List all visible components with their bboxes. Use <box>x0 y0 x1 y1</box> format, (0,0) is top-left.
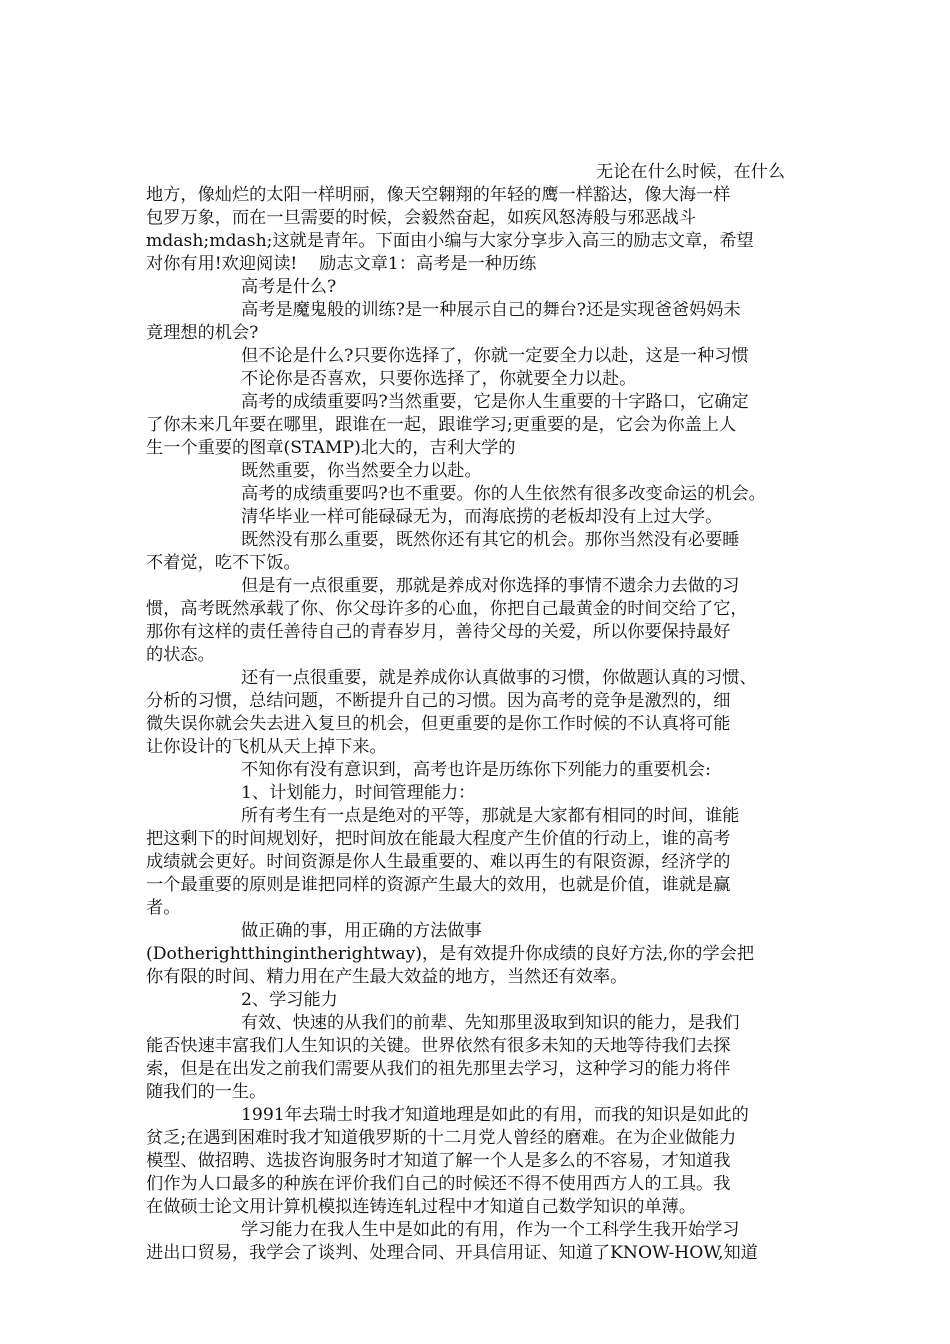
text-line: 微失误你就会失去进入复旦的机会，但更重要的是你工作时候的不认真将可能 <box>146 714 731 734</box>
text-line: 不知你有没有意识到，高考也许是历练你下列能力的重要机会: <box>241 760 711 780</box>
text-line: (Dotherightthingintherightway)，是有效提升你成绩的良好方法,你的学会把 <box>146 944 755 964</box>
text-line: 高考是什么? <box>241 277 337 297</box>
text-line: 者。 <box>146 898 181 918</box>
text-line: 高考的成绩重要吗?当然重要，它是你人生重要的十字路口，它确定 <box>241 392 749 412</box>
text-line: 地方，像灿烂的太阳一样明丽，像天空翱翔的年轻的鹰一样豁达，像大海一样 <box>146 185 731 205</box>
text-line: 随我们的一生。 <box>146 1082 267 1102</box>
text-line: 模型、做招聘、选拔咨询服务时才知道了解一个人是多么的不容易，才知道我 <box>146 1151 731 1171</box>
text-line: 包罗万象，而在一旦需要的时候，会毅然奋起，如疾风怒涛般与邪恶战斗 <box>146 208 697 228</box>
text-line: 既然重要，你当然要全力以赴。 <box>241 461 482 481</box>
text-line: 不着觉，吃不下饭。 <box>146 553 301 573</box>
article-body <box>146 161 846 1265</box>
text-line: 做正确的事，用正确的方法做事 <box>241 921 482 941</box>
text-line: 成绩就会更好。时间资源是你人生最重要的、难以再生的有限资源，经济学的 <box>146 852 731 872</box>
text-line: 无论在什么时候，在什么 <box>596 162 786 182</box>
text-line: 所有考生有一点是绝对的平等，那就是大家都有相同的时间，谁能 <box>241 806 740 826</box>
text-line: 那你有这样的责任善待自己的青春岁月，善待父母的关爱，所以你要保持最好 <box>146 622 731 642</box>
text-line: 学习能力在我人生中是如此的有用，作为一个工科学生我开始学习 <box>241 1220 740 1240</box>
text-line: 1、计划能力，时间管理能力： <box>241 783 476 803</box>
text-line: 在做硕士论文用计算机模拟连铸连轧过程中才知道自己数学知识的单薄。 <box>146 1197 697 1217</box>
text-line: 不论你是否喜欢，只要你选择了，你就要全力以赴。 <box>241 369 637 389</box>
text-line: 把这剩下的时间规划好，把时间放在能最大程度产生价值的行动上，谁的高考 <box>146 829 731 849</box>
text-line: 但不论是什么?只要你选择了，你就一定要全力以赴，这是一种习惯 <box>241 346 749 366</box>
text-line: mdash;mdash;这就是青年。下面由小编与大家分享步入高三的励志文章，希望 <box>146 231 754 251</box>
text-line: 贫乏;在遇到困难时我才知道俄罗斯的十二月党人曾经的磨难。在为企业做能力 <box>146 1128 737 1148</box>
text-line: 高考的成绩重要吗?也不重要。你的人生依然有很多改变命运的机会。 <box>241 484 766 504</box>
text-line: 了你未来几年要在哪里，跟谁在一起，跟谁学习;更重要的是，它会为你盖上人 <box>146 415 737 435</box>
text-line: 你有限的时间、精力用在产生最大效益的地方，当然还有效率。 <box>146 967 628 987</box>
text-line: 惯，高考既然承载了你、你父母许多的心血，你把自己最黄金的时间交给了它， <box>146 599 748 619</box>
text-line: 一个最重要的原则是谁把同样的资源产生最大的效用，也就是价值，谁就是赢 <box>146 875 731 895</box>
text-line: 生一个重要的图章(STAMP)北大的，吉利大学的 <box>146 438 516 458</box>
text-line: 分析的习惯，总结问题，不断提升自己的习惯。因为高考的竞争是激烈的，细 <box>146 691 731 711</box>
text-line: 清华毕业一样可能碌碌无为，而海底捞的老板却没有上过大学。 <box>241 507 723 527</box>
text-line: 还有一点很重要，就是养成你认真做事的习惯，你做题认真的习惯、 <box>241 668 757 688</box>
text-line: 的状态。 <box>146 645 215 665</box>
text-line: 2、学习能力 <box>241 990 338 1010</box>
text-line: 竟理想的机会? <box>146 323 259 343</box>
text-line: 但是有一点很重要，那就是养成对你选择的事情不遗余力去做的习 <box>241 576 740 596</box>
text-line: 对你有用!欢迎阅读! 励志文章1：高考是一种历练 <box>146 254 537 274</box>
text-line: 索，但是在出发之前我们需要从我们的祖先那里去学习，这种学习的能力将伴 <box>146 1059 731 1079</box>
text-line: 让你设计的飞机从天上掉下来。 <box>146 737 387 757</box>
text-line: 们作为人口最多的种族在评价我们自己的时候还不得不使用西方人的工具。我 <box>146 1174 731 1194</box>
text-line: 进出口贸易，我学会了谈判、处理合同、开具信用证、知道了KNOW-HOW,知道 <box>146 1243 758 1263</box>
text-line: 能否快速丰富我们人生知识的关键。世界依然有很多未知的天地等待我们去探 <box>146 1036 731 1056</box>
text-line: 1991年去瑞士时我才知道地理是如此的有用，而我的知识是如此的 <box>241 1105 749 1125</box>
text-line: 有效、快速的从我们的前辈、先知那里汲取到知识的能力，是我们 <box>241 1013 740 1033</box>
text-line: 高考是魔鬼般的训练?是一种展示自己的舞台?还是实现爸爸妈妈未 <box>241 300 741 320</box>
text-line: 既然没有那么重要，既然你还有其它的机会。那你当然没有必要睡 <box>241 530 740 550</box>
